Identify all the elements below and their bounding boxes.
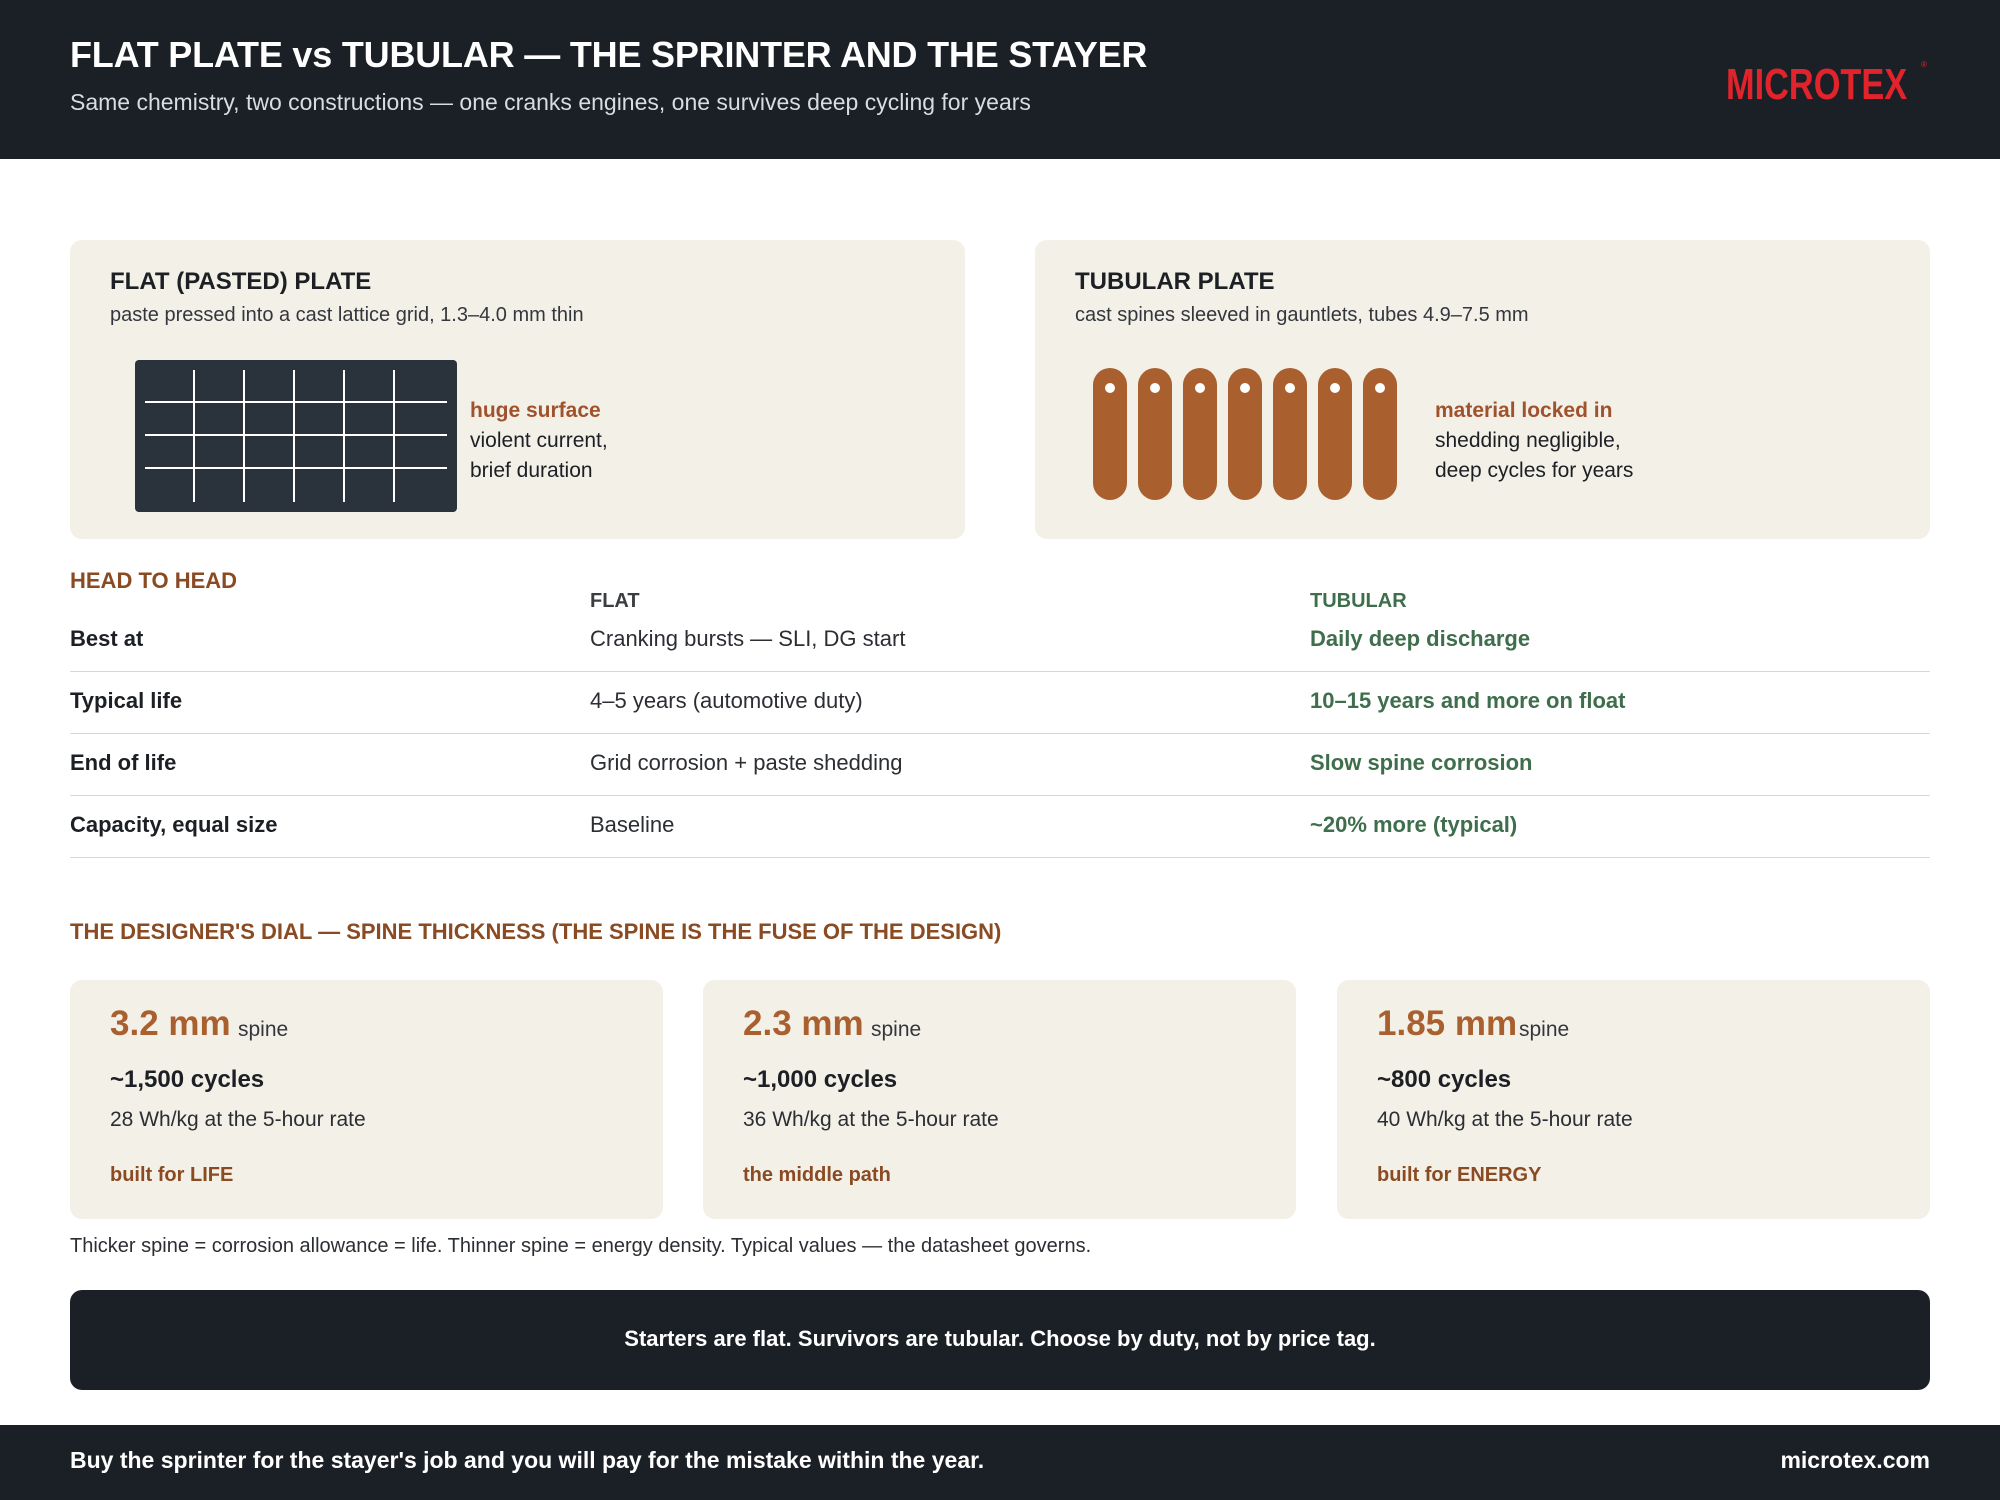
spine-cycles: ~800 cycles xyxy=(1377,1066,1512,1093)
flat-plate-title: FLAT (PASTED) PLATE xyxy=(110,268,372,295)
tubular-plate-subtitle: cast spines sleeved in gauntlets, tubes 4.9–7.5 mm xyxy=(1075,304,1529,326)
spine-card-1-85mm xyxy=(1337,980,1930,1219)
row-flat-value: Cranking bursts — SLI, DG start xyxy=(590,626,906,651)
spine-verdict: the middle path xyxy=(743,1164,891,1186)
spine-energy-rate: 36 Wh/kg at the 5-hour rate xyxy=(743,1108,999,1131)
page-title: FLAT PLATE vs TUBULAR — THE SPRINTER AND THE STAYER xyxy=(70,34,1148,75)
row-tubular-value: Daily deep discharge xyxy=(1310,626,1531,651)
row-label: Best at xyxy=(70,626,144,651)
spine-cycles: ~1,000 cycles xyxy=(743,1066,898,1093)
head-to-head-heading: HEAD TO HEAD xyxy=(70,568,238,593)
footer-bar xyxy=(0,1425,2000,1500)
footer-website: microtex.com xyxy=(1780,1447,1930,1473)
spine-verdict: built for LIFE xyxy=(110,1164,234,1186)
spine-cycles: ~1,500 cycles xyxy=(110,1066,265,1093)
tubular-caption-line-1: shedding negligible, xyxy=(1435,429,1621,452)
page-subtitle: Same chemistry, two constructions — one cranks engines, one survives deep cycling for years xyxy=(70,89,1031,115)
flat-plate-card xyxy=(70,240,965,539)
comparison-row-end-of-life xyxy=(70,733,1930,796)
spine-energy-rate: 40 Wh/kg at the 5-hour rate xyxy=(1377,1108,1633,1131)
row-flat-value: Grid corrosion + paste shedding xyxy=(590,750,903,775)
row-tubular-value: 10–15 years and more on float xyxy=(1310,688,1626,713)
comparison-row-best-at xyxy=(70,609,1930,672)
registered-mark: ® xyxy=(1921,60,1927,69)
flat-plate-grid-illustration xyxy=(135,360,457,512)
row-label: Typical life xyxy=(70,688,183,713)
row-flat-value: Baseline xyxy=(590,812,675,837)
row-label: Capacity, equal size xyxy=(70,812,278,837)
takeaway-text: Starters are flat. Survivors are tubular. Choose by duty, not by price tag. xyxy=(624,1326,1376,1351)
row-tubular-value: Slow spine corrosion xyxy=(1310,750,1533,775)
spine-thickness-value: 3.2 mm xyxy=(110,1004,231,1043)
flat-caption-line-2: brief duration xyxy=(470,459,593,482)
flat-caption-line-1: violent current, xyxy=(470,429,608,452)
spine-dial-heading: THE DESIGNER'S DIAL — SPINE THICKNESS (THE SPINE IS THE FUSE OF THE DESIGN) xyxy=(70,919,1002,944)
spine-thickness-value: 2.3 mm xyxy=(743,1004,864,1043)
tubular-plate-tubes-illustration xyxy=(1093,368,1403,502)
takeaway-banner xyxy=(70,1290,1930,1390)
flat-plate-caption xyxy=(470,396,608,486)
comparison-row-capacity xyxy=(70,795,1930,858)
row-tubular-value: ~20% more (typical) xyxy=(1310,812,1518,837)
column-header-flat: FLAT xyxy=(590,590,640,612)
footer-tagline: Buy the sprinter for the stayer's job and you will pay for the mistake within the year. xyxy=(70,1447,985,1473)
tubular-caption-line-2: deep cycles for years xyxy=(1435,459,1634,482)
spine-card-3-2mm xyxy=(70,980,663,1219)
spine-card-2-3mm xyxy=(703,980,1296,1219)
tubular-caption-lead: material locked in xyxy=(1435,399,1613,422)
spine-thickness-value: 1.85 mm xyxy=(1377,1004,1518,1043)
spine-unit-label: spine xyxy=(238,1018,289,1041)
microtex-logo xyxy=(1726,60,1926,110)
comparison-row-typical-life xyxy=(70,671,1930,734)
spine-energy-rate: 28 Wh/kg at the 5-hour rate xyxy=(110,1108,366,1131)
spine-unit-label: spine xyxy=(1519,1018,1570,1041)
flat-caption-lead: huge surface xyxy=(470,399,601,422)
spine-footnote: Thicker spine = corrosion allowance = life. Thinner spine = energy density. Typical values — the datasheet governs. xyxy=(70,1235,1092,1257)
tubular-plate-card xyxy=(1035,240,1930,539)
column-header-tubular: TUBULAR xyxy=(1310,590,1407,612)
tubular-plate-title: TUBULAR PLATE xyxy=(1075,268,1275,295)
tubular-plate-caption xyxy=(1435,396,1633,486)
logo-wordmark: MICROTEX xyxy=(1726,60,1908,109)
flat-plate-subtitle: paste pressed into a cast lattice grid, 1.3–4.0 mm thin xyxy=(110,304,584,326)
spine-unit-label: spine xyxy=(871,1018,922,1041)
header-bar xyxy=(0,0,2000,159)
row-flat-value: 4–5 years (automotive duty) xyxy=(590,688,863,713)
row-label: End of life xyxy=(70,750,177,775)
spine-verdict: built for ENERGY xyxy=(1377,1164,1542,1186)
